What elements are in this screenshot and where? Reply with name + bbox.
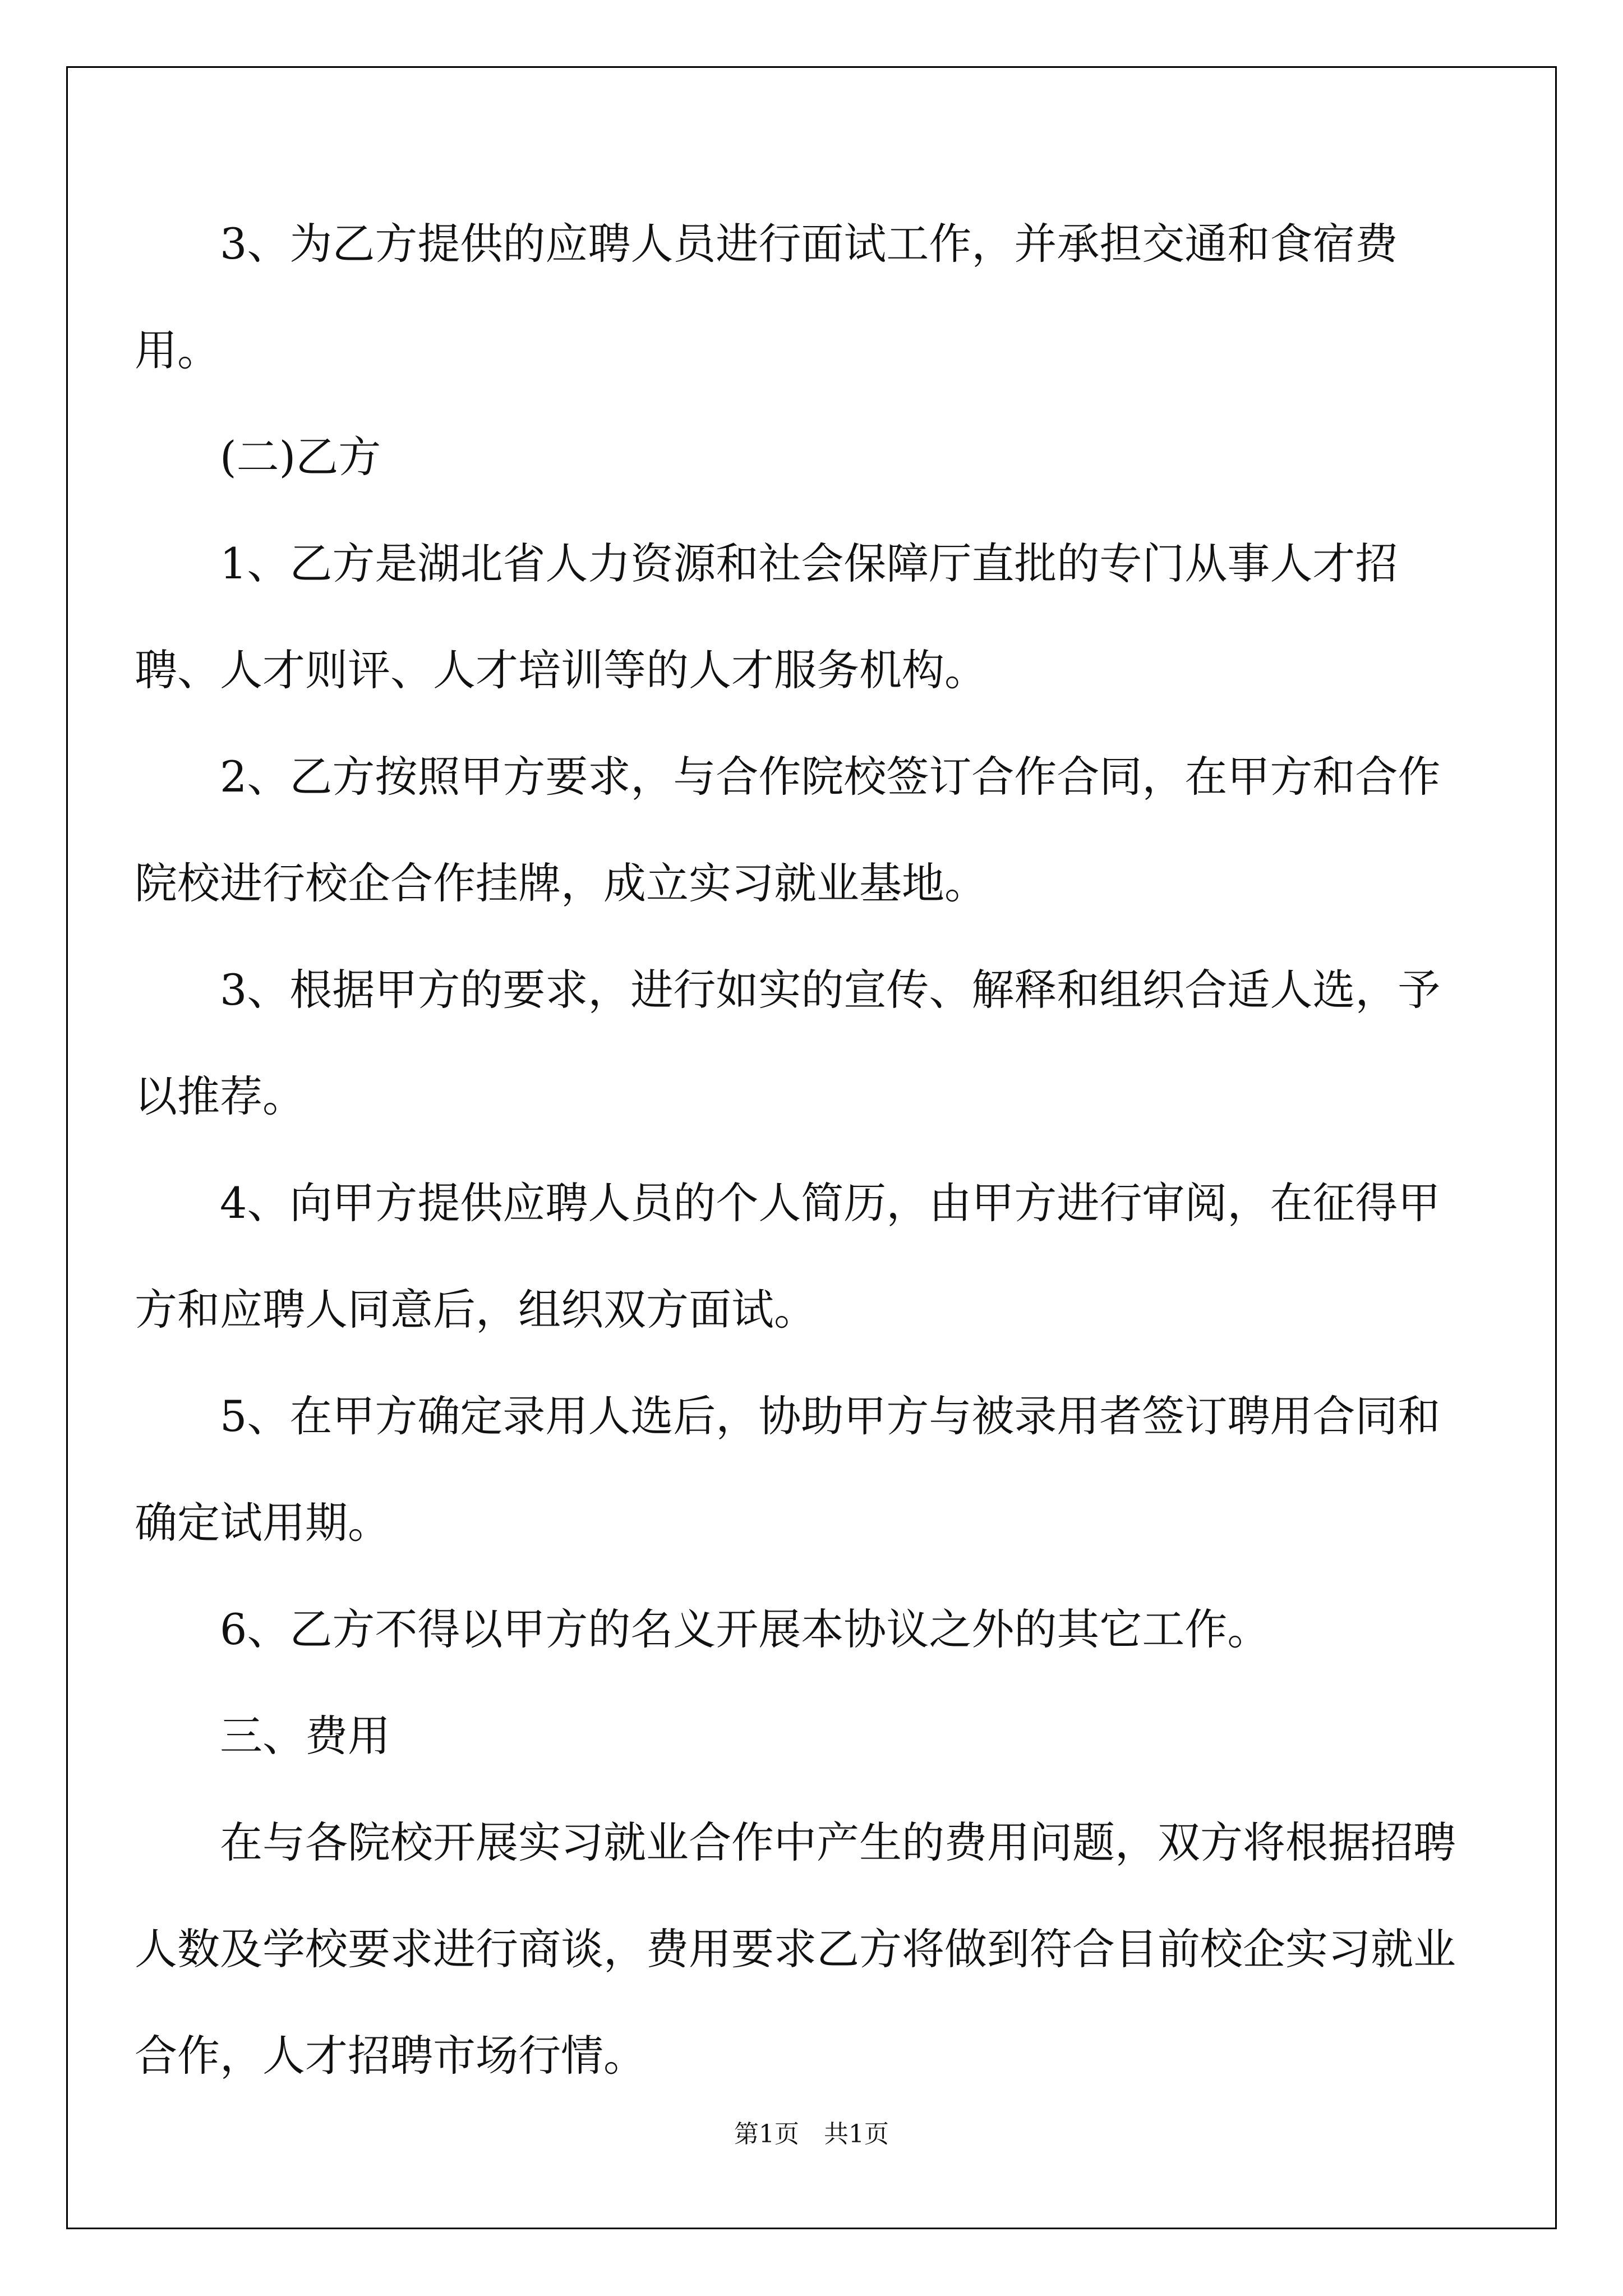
paragraph: 4、向甲方提供应聘人员的个人简历，由甲方进行审阅，在征得甲方和应聘人同意后，组织双方面试。	[135, 1178, 1441, 1335]
paragraph: 3、根据甲方的要求，进行如实的宣传、解释和组织合适人选，予以推荐。	[135, 965, 1441, 1121]
paragraph: 在与各院校开展实习就业合作中产生的费用问题，双方将根据招聘人数及学校要求进行商谈，费用要求乙方将做到符合目前校企实习就业合作，人才招聘市场行情。	[135, 1818, 1456, 2081]
paragraph: 1、乙方是湖北省人力资源和社会保障厅直批的专门从事人才招聘、人才则评、人才培训等的人才服务机构。	[135, 539, 1398, 695]
page-number: 第1页	[734, 2120, 799, 2148]
document-body	[135, 191, 1481, 2109]
page-footer	[0, 2114, 1623, 2150]
paragraph: 5、在甲方确定录用人选后，协助甲方与被录用者签订聘用合同和确定试用期。	[135, 1391, 1441, 1548]
paragraph: 6、乙方不得以甲方的名义开展本协议之外的其它工作。	[220, 1604, 1270, 1654]
paragraph: 2、乙方按照甲方要求，与合作院校签订合作合同，在甲方和合作院校进行校企合作挂牌，成立实习就业基地。	[135, 752, 1441, 908]
paragraph: (二)乙方	[220, 432, 381, 482]
page-total: 共1页	[824, 2120, 889, 2148]
paragraph: 3、为乙方提供的应聘人员进行面试工作，并承担交通和食宿费用。	[135, 219, 1398, 375]
section-heading: 三、费用	[220, 1711, 390, 1761]
